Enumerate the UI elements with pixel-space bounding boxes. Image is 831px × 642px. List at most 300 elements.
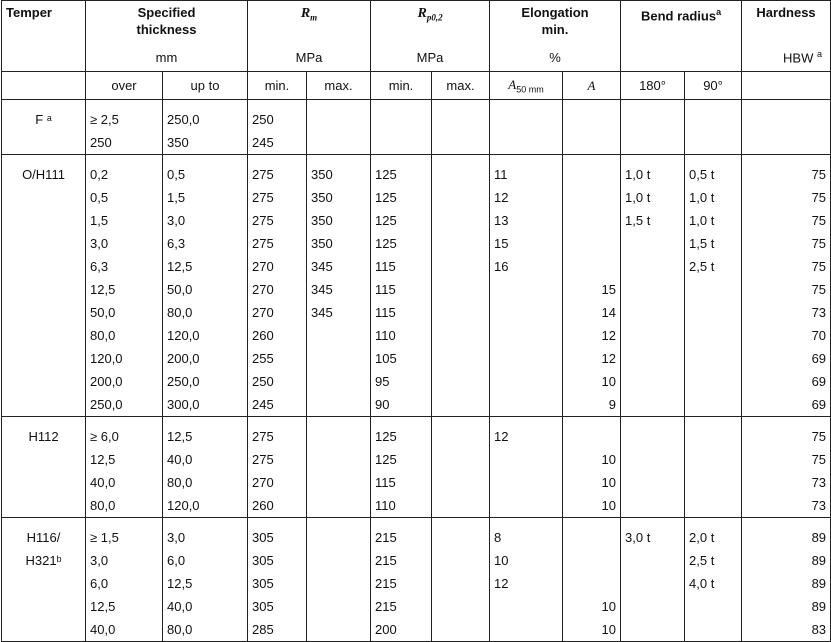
spacer-cell xyxy=(742,100,831,109)
table-row xyxy=(2,301,831,324)
bend-180-cell xyxy=(621,448,685,471)
temper-cell xyxy=(2,131,86,155)
thickness-over-cell: 250,0 xyxy=(86,393,163,417)
spacer-cell xyxy=(371,417,432,426)
bend-90-cell xyxy=(685,618,742,642)
bend-unit-blank xyxy=(621,44,742,72)
rm-min-cell: 250 xyxy=(248,370,307,393)
rp-max-cell xyxy=(432,448,490,471)
rm-max-cell xyxy=(307,572,371,595)
bend-180-cell xyxy=(621,131,685,155)
spacer-cell xyxy=(490,518,563,527)
elongation-header: Elongation min. xyxy=(490,1,621,45)
table-row xyxy=(2,278,831,301)
temper-cell xyxy=(2,618,86,642)
thickness-over-cell: 200,0 xyxy=(86,370,163,393)
thickness-upto-cell: 50,0 xyxy=(163,278,248,301)
rp-min-cell: 115 xyxy=(371,301,432,324)
rp-max-cell xyxy=(432,425,490,448)
rp-min-cell: 125 xyxy=(371,209,432,232)
spacer-cell xyxy=(2,417,86,426)
table-row xyxy=(2,163,831,186)
bend-180-cell xyxy=(621,278,685,301)
rm-min-cell: 285 xyxy=(248,618,307,642)
spacer-cell xyxy=(432,100,490,109)
rm-min-cell: 275 xyxy=(248,163,307,186)
bend-180-header: 180° xyxy=(621,72,685,100)
a-header: A xyxy=(563,72,621,100)
rm-min-cell: 275 xyxy=(248,448,307,471)
table-row xyxy=(2,108,831,131)
hardness-cell xyxy=(742,131,831,155)
temper-cell xyxy=(2,324,86,347)
rp-max-cell xyxy=(432,209,490,232)
elongation-a-cell xyxy=(563,163,621,186)
spacer-cell xyxy=(742,417,831,426)
thickness-header: Specified thickness xyxy=(86,1,248,45)
rm-max-cell xyxy=(307,526,371,549)
group-separator xyxy=(2,417,831,426)
hardness-cell: 69 xyxy=(742,347,831,370)
rp-max-cell xyxy=(432,255,490,278)
rm-min-cell: 270 xyxy=(248,255,307,278)
bend-180-cell xyxy=(621,595,685,618)
rm-max-cell: 350 xyxy=(307,232,371,255)
rm-min-cell: 305 xyxy=(248,549,307,572)
hardness-cell: 75 xyxy=(742,186,831,209)
table-row xyxy=(2,595,831,618)
thickness-upto-cell: 80,0 xyxy=(163,301,248,324)
table-row xyxy=(2,494,831,518)
table-row xyxy=(2,370,831,393)
bend-90-cell xyxy=(685,301,742,324)
elongation-a-cell xyxy=(563,425,621,448)
thickness-over-cell: 12,5 xyxy=(86,595,163,618)
temper-cell xyxy=(2,186,86,209)
rm-max-cell xyxy=(307,393,371,417)
rp-max-cell xyxy=(432,347,490,370)
spacer-cell xyxy=(685,417,742,426)
rm-max-cell xyxy=(307,595,371,618)
elongation-a50-cell: 12 xyxy=(490,572,563,595)
bend-180-cell xyxy=(621,324,685,347)
spacer-cell xyxy=(742,155,831,164)
spacer-cell xyxy=(621,518,685,527)
elongation-a50-cell xyxy=(490,324,563,347)
thickness-upto-cell: 3,0 xyxy=(163,526,248,549)
rp-min-cell: 125 xyxy=(371,425,432,448)
rp-max-cell xyxy=(432,163,490,186)
bend-90-cell: 1,5 t xyxy=(685,232,742,255)
spacer-cell xyxy=(432,417,490,426)
bend-180-cell xyxy=(621,618,685,642)
thickness-upto-cell: 3,0 xyxy=(163,209,248,232)
rp-min-cell: 110 xyxy=(371,324,432,347)
spacer-cell xyxy=(685,100,742,109)
rp-max-cell xyxy=(432,301,490,324)
thickness-over-cell: 6,3 xyxy=(86,255,163,278)
rm-max-cell xyxy=(307,618,371,642)
bend-90-cell xyxy=(685,595,742,618)
upto-header: up to xyxy=(163,72,248,100)
temper-cell: O/H111 xyxy=(2,163,86,186)
group-separator xyxy=(2,518,831,527)
rp-max-cell xyxy=(432,618,490,642)
group-separator xyxy=(2,155,831,164)
elongation-a50-cell xyxy=(490,131,563,155)
elongation-a-cell: 10 xyxy=(563,448,621,471)
rp-min-cell: 125 xyxy=(371,163,432,186)
elongation-a-cell: 10 xyxy=(563,471,621,494)
rm-min-cell: 260 xyxy=(248,494,307,518)
bend-90-cell xyxy=(685,425,742,448)
rm-max-cell xyxy=(307,324,371,347)
mechanical-properties-table xyxy=(1,0,831,642)
rm-max-cell: 345 xyxy=(307,255,371,278)
hardness-cell: 69 xyxy=(742,393,831,417)
spacer-cell xyxy=(621,417,685,426)
elongation-a50-cell: 13 xyxy=(490,209,563,232)
hardness-cell: 75 xyxy=(742,232,831,255)
thickness-over-cell: 50,0 xyxy=(86,301,163,324)
table-row xyxy=(2,232,831,255)
spacer-cell xyxy=(563,100,621,109)
rm-max-cell xyxy=(307,494,371,518)
spacer-cell xyxy=(621,100,685,109)
elongation-a-cell xyxy=(563,209,621,232)
rp-min-cell: 115 xyxy=(371,255,432,278)
temper-cell xyxy=(2,347,86,370)
spacer-cell xyxy=(163,100,248,109)
elongation-a50-cell: 12 xyxy=(490,425,563,448)
bend-180-cell xyxy=(621,494,685,518)
rp-min-cell: 125 xyxy=(371,186,432,209)
table-row xyxy=(2,572,831,595)
bend-radius-header: Bend radius$^a$ xyxy=(621,1,742,45)
hardness-cell: 70 xyxy=(742,324,831,347)
bend-180-cell xyxy=(621,255,685,278)
elongation-a50-cell xyxy=(490,618,563,642)
thickness-over-cell: 6,0 xyxy=(86,572,163,595)
bend-90-cell xyxy=(685,370,742,393)
rm-max-cell: 350 xyxy=(307,163,371,186)
spacer-cell xyxy=(685,518,742,527)
bend-90-cell xyxy=(685,347,742,370)
rm-max-cell xyxy=(307,347,371,370)
table-row xyxy=(2,448,831,471)
bend-90-cell xyxy=(685,494,742,518)
elongation-a50-cell xyxy=(490,448,563,471)
rm-min-cell: 275 xyxy=(248,232,307,255)
rp-max-cell xyxy=(432,324,490,347)
bend-90-cell: 2,5 t xyxy=(685,549,742,572)
table-row xyxy=(2,209,831,232)
elongation-unit: % xyxy=(490,44,621,72)
bend-90-cell: 1,0 t xyxy=(685,209,742,232)
rm-min-cell: 250 xyxy=(248,108,307,131)
rp-max-cell xyxy=(432,131,490,155)
table-row xyxy=(2,618,831,642)
temper-cell xyxy=(2,278,86,301)
bend-180-cell xyxy=(621,347,685,370)
bend-180-cell: 1,0 t xyxy=(621,186,685,209)
hardness-sub-blank xyxy=(742,72,831,100)
thickness-upto-cell: 200,0 xyxy=(163,347,248,370)
elongation-a50-cell xyxy=(490,595,563,618)
rp-max-cell xyxy=(432,595,490,618)
hardness-cell: 75 xyxy=(742,425,831,448)
table-row xyxy=(2,471,831,494)
bend-90-cell xyxy=(685,448,742,471)
elongation-a-cell xyxy=(563,572,621,595)
rp-min-cell xyxy=(371,108,432,131)
thickness-upto-cell: 12,5 xyxy=(163,255,248,278)
hardness-cell: 89 xyxy=(742,549,831,572)
thickness-over-cell: 12,5 xyxy=(86,448,163,471)
temper-cell xyxy=(2,255,86,278)
bend-180-cell xyxy=(621,471,685,494)
elongation-a50-cell: 11 xyxy=(490,163,563,186)
thickness-over-cell: 1,5 xyxy=(86,209,163,232)
rm-max-cell xyxy=(307,370,371,393)
thickness-upto-cell: 120,0 xyxy=(163,324,248,347)
temper-cell: H321ᵇ xyxy=(2,549,86,572)
spacer-cell xyxy=(563,518,621,527)
spacer-cell xyxy=(163,518,248,527)
temper-cell xyxy=(2,494,86,518)
hardness-cell: 83 xyxy=(742,618,831,642)
temper-cell xyxy=(2,301,86,324)
spacer-cell xyxy=(621,155,685,164)
thickness-over-cell: ≥ 1,5 xyxy=(86,526,163,549)
bend-90-header: 90° xyxy=(685,72,742,100)
thickness-upto-cell: 40,0 xyxy=(163,595,248,618)
rm-max-cell: 350 xyxy=(307,209,371,232)
thickness-upto-cell: 350 xyxy=(163,131,248,155)
elongation-a50-cell xyxy=(490,108,563,131)
elongation-a-cell xyxy=(563,108,621,131)
thickness-over-cell: 80,0 xyxy=(86,494,163,518)
hardness-cell: 75 xyxy=(742,448,831,471)
rm-unit: MPa xyxy=(248,44,371,72)
temper-cell: H112 xyxy=(2,425,86,448)
spacer-cell xyxy=(163,155,248,164)
spacer-cell xyxy=(2,518,86,527)
rm-max-header: max. xyxy=(307,72,371,100)
temper-sub-blank xyxy=(2,72,86,100)
hardness-cell: 89 xyxy=(742,595,831,618)
table-row xyxy=(2,526,831,549)
rm-min-cell: 305 xyxy=(248,526,307,549)
hardness-cell: 75 xyxy=(742,255,831,278)
thickness-unit: mm xyxy=(86,44,248,72)
elongation-a50-cell xyxy=(490,471,563,494)
rp-min-cell: 105 xyxy=(371,347,432,370)
hardness-cell: 75 xyxy=(742,163,831,186)
elongation-a50-cell xyxy=(490,393,563,417)
rp-min-cell: 215 xyxy=(371,595,432,618)
thickness-over-cell: 0,5 xyxy=(86,186,163,209)
spacer-cell xyxy=(563,417,621,426)
rp-max-cell xyxy=(432,393,490,417)
temper-header: Temper xyxy=(2,1,86,45)
rp-max-cell xyxy=(432,549,490,572)
elongation-a50-cell xyxy=(490,278,563,301)
rp-max-cell xyxy=(432,471,490,494)
spacer-cell xyxy=(86,100,163,109)
spacer-cell xyxy=(563,155,621,164)
rp-min-cell: 110 xyxy=(371,494,432,518)
rp-max-cell xyxy=(432,186,490,209)
thickness-over-cell: 250 xyxy=(86,131,163,155)
bend-90-cell xyxy=(685,393,742,417)
temper-cell xyxy=(2,209,86,232)
spacer-cell xyxy=(86,417,163,426)
elongation-a50-cell xyxy=(490,301,563,324)
thickness-upto-cell: 40,0 xyxy=(163,448,248,471)
thickness-over-cell: 3,0 xyxy=(86,232,163,255)
rp-unit: MPa xyxy=(371,44,490,72)
spacer-cell xyxy=(432,155,490,164)
thickness-upto-cell: 80,0 xyxy=(163,471,248,494)
bend-90-cell: 0,5 t xyxy=(685,163,742,186)
rm-max-cell xyxy=(307,448,371,471)
thickness-upto-cell: 0,5 xyxy=(163,163,248,186)
rp-min-cell: 215 xyxy=(371,572,432,595)
rm-min-cell: 275 xyxy=(248,186,307,209)
rm-max-cell xyxy=(307,471,371,494)
rm-max-cell xyxy=(307,131,371,155)
rm-min-cell: 275 xyxy=(248,425,307,448)
elongation-a-cell: 10 xyxy=(563,595,621,618)
temper-cell xyxy=(2,370,86,393)
elongation-a-cell: 9 xyxy=(563,393,621,417)
spacer-cell xyxy=(86,518,163,527)
spacer-cell xyxy=(490,100,563,109)
rp-max-cell xyxy=(432,278,490,301)
table-row xyxy=(2,324,831,347)
spacer-cell xyxy=(248,417,307,426)
spacer-cell xyxy=(742,518,831,527)
bend-180-cell xyxy=(621,301,685,324)
spacer-cell xyxy=(432,518,490,527)
rp-min-cell: 215 xyxy=(371,526,432,549)
rp-max-header: max. xyxy=(432,72,490,100)
spacer-cell xyxy=(2,100,86,109)
thickness-over-cell: 0,2 xyxy=(86,163,163,186)
hardness-cell: 73 xyxy=(742,301,831,324)
bend-90-cell: 2,0 t xyxy=(685,526,742,549)
rm-max-cell: 345 xyxy=(307,278,371,301)
rp-max-cell xyxy=(432,494,490,518)
spacer-cell xyxy=(307,518,371,527)
spacer-cell xyxy=(307,417,371,426)
hardness-cell: 75 xyxy=(742,209,831,232)
rp-max-cell xyxy=(432,370,490,393)
spacer-cell xyxy=(248,518,307,527)
temper-cell xyxy=(2,595,86,618)
bend-180-cell xyxy=(621,370,685,393)
temper-cell: H116/ xyxy=(2,526,86,549)
hardness-cell xyxy=(742,108,831,131)
table-row xyxy=(2,255,831,278)
thickness-upto-cell: 80,0 xyxy=(163,618,248,642)
spacer-cell xyxy=(248,100,307,109)
temper-cell: F ᵃ xyxy=(2,108,86,131)
elongation-a-cell xyxy=(563,186,621,209)
spacer-cell xyxy=(307,100,371,109)
rp-max-cell xyxy=(432,108,490,131)
rp-max-cell xyxy=(432,232,490,255)
thickness-upto-cell: 12,5 xyxy=(163,572,248,595)
rm-max-cell: 350 xyxy=(307,186,371,209)
table-row xyxy=(2,549,831,572)
elongation-a-cell: 10 xyxy=(563,370,621,393)
temper-cell xyxy=(2,448,86,471)
bend-180-cell xyxy=(621,425,685,448)
rm-max-cell xyxy=(307,425,371,448)
bend-180-cell: 1,5 t xyxy=(621,209,685,232)
bend-180-cell xyxy=(621,108,685,131)
thickness-upto-cell: 120,0 xyxy=(163,494,248,518)
elongation-a50-cell xyxy=(490,347,563,370)
rm-min-cell: 245 xyxy=(248,393,307,417)
elongation-a50-cell xyxy=(490,494,563,518)
rm-min-header: min. xyxy=(248,72,307,100)
thickness-upto-cell: 250,0 xyxy=(163,108,248,131)
elongation-a-cell: 10 xyxy=(563,494,621,518)
bend-180-cell xyxy=(621,549,685,572)
bend-90-cell xyxy=(685,471,742,494)
elongation-a50-cell: 15 xyxy=(490,232,563,255)
hardness-cell: 89 xyxy=(742,526,831,549)
rm-min-cell: 245 xyxy=(248,131,307,155)
thickness-upto-cell: 12,5 xyxy=(163,425,248,448)
rm-min-cell: 260 xyxy=(248,324,307,347)
rp-min-cell: 125 xyxy=(371,448,432,471)
bend-180-cell: 1,0 t xyxy=(621,163,685,186)
thickness-upto-cell: 300,0 xyxy=(163,393,248,417)
elongation-a-cell: 15 xyxy=(563,278,621,301)
rm-max-cell xyxy=(307,108,371,131)
table-row xyxy=(2,393,831,417)
rm-max-cell: 345 xyxy=(307,301,371,324)
thickness-over-cell: 12,5 xyxy=(86,278,163,301)
bend-90-cell: 1,0 t xyxy=(685,186,742,209)
thickness-upto-cell: 250,0 xyxy=(163,370,248,393)
bend-180-cell xyxy=(621,572,685,595)
rm-header: $R_m$ xyxy=(248,1,371,45)
bend-90-cell xyxy=(685,324,742,347)
rm-min-cell: 305 xyxy=(248,572,307,595)
bend-90-cell: 4,0 t xyxy=(685,572,742,595)
rp-min-cell: 115 xyxy=(371,471,432,494)
elongation-a-cell: 12 xyxy=(563,324,621,347)
bend-90-cell xyxy=(685,108,742,131)
elongation-a-cell xyxy=(563,549,621,572)
spacer-cell xyxy=(86,155,163,164)
rp-min-header: min. xyxy=(371,72,432,100)
rp-min-cell xyxy=(371,131,432,155)
spacer-cell xyxy=(2,155,86,164)
spacer-cell xyxy=(163,417,248,426)
temper-cell xyxy=(2,572,86,595)
bend-90-cell xyxy=(685,278,742,301)
spacer-cell xyxy=(490,417,563,426)
thickness-upto-cell: 6,3 xyxy=(163,232,248,255)
table-row xyxy=(2,131,831,155)
rp-header: $R_{p0,2}$ xyxy=(371,1,490,45)
